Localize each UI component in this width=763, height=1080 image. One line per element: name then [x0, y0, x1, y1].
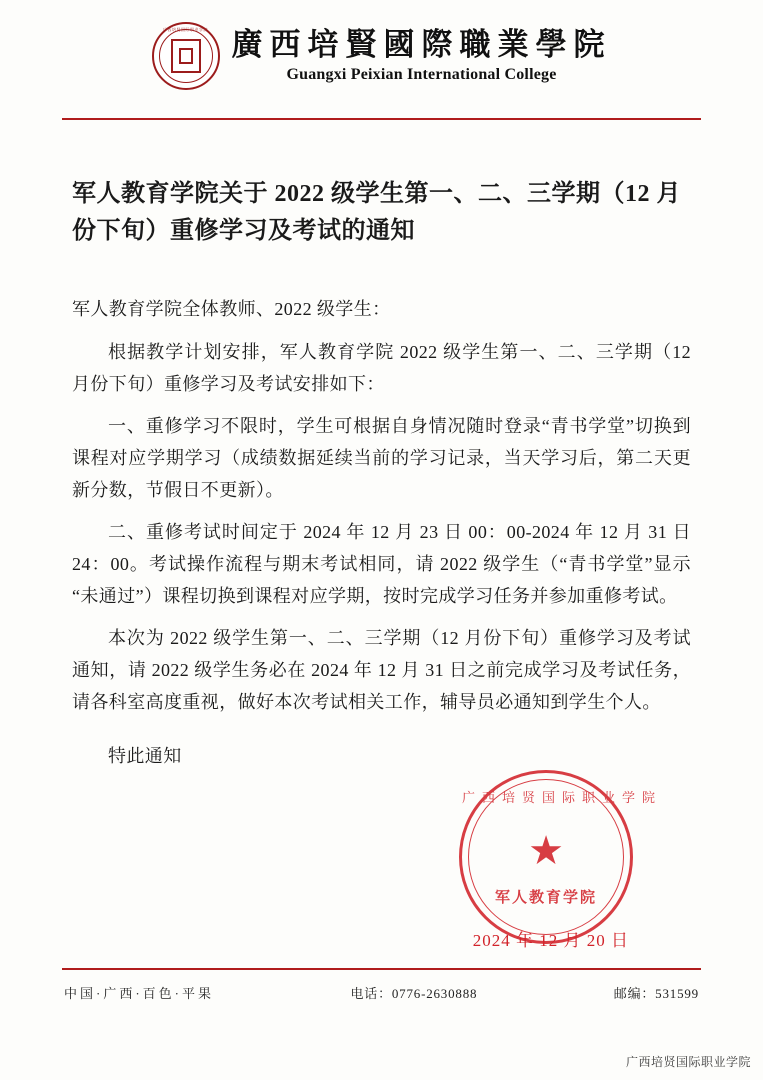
seal-date: 2024 年 12 月 20 日 [472, 931, 629, 951]
watermark-label: 广西培贤国际职业学院 [625, 1055, 751, 1069]
signature-area [72, 778, 691, 951]
crest-ring-text: 广西培贤国际职业学院 [163, 27, 208, 32]
school-name-en: Guangxi Peixian International College [286, 66, 557, 83]
letterhead-inner [0, 22, 763, 90]
school-name-cn: 廣西培賢國際職業學院 [231, 27, 612, 62]
closing-line: 特此通知 [108, 746, 182, 767]
paragraph-1: 根据教学计划安排，军人教育学院 2022 级学生第一、二、三学期（12 月份下旬）重修学习及考试安排如下： [72, 341, 691, 394]
school-crest-icon [152, 22, 220, 90]
footer-divider [62, 968, 701, 970]
seal-star-icon: ★ [528, 827, 564, 873]
paragraph-2: 一、重修学习不限时，学生可根据自身情况随时登录“青书学堂”切换到课程对应学期学习（成绩数据延续当前的学习记录，当天学习后，第二天更新分数，节假日不更新）。 [72, 415, 691, 500]
seal-outer-text: 广西培贤国际职业学院 [462, 790, 663, 806]
footer-address: 中国·广西·百色·平果 [64, 986, 214, 1001]
paragraph-3: 二、重修考试时间定于 2024 年 12 月 23 日 00：00-2024 年 12 月 31 日 24：00。考试操作流程与期末考试相同，请 2022 级学生（“青书学堂”显示“未通过”）课程切换到课程对应学期，按时完成学习任务并参加重修考试。 [72, 522, 691, 607]
footer-phone: 电话：0776-2630888 [350, 986, 478, 1001]
official-seal [459, 770, 663, 944]
letterhead [0, 0, 763, 106]
salutation: 军人教育学院全体教师、2022 级学生： [72, 299, 391, 320]
document-body [0, 176, 763, 951]
footer [64, 983, 699, 1002]
header-divider [62, 118, 701, 120]
seal-inner-text: 军人教育学院 [494, 890, 597, 907]
footer-postcode: 邮编：531599 [613, 986, 699, 1001]
page-title: 军人教育学院关于 2022 级学生第一、二、三学期（12 月份下旬）重修学习及考试的通知 [72, 181, 681, 245]
paragraph-4: 本次为 2022 级学生第一、二、三学期（12 月份下旬）重修学习及考试通知，请 2022 级学生务必在 2024 年 12 月 31 日之前完成学习及考试任务，请各科室高度重视，做好本次考试相关工作，辅导员必通知到学生个人。 [72, 628, 691, 713]
school-titles [232, 29, 612, 83]
crest-core-shape [171, 39, 201, 73]
